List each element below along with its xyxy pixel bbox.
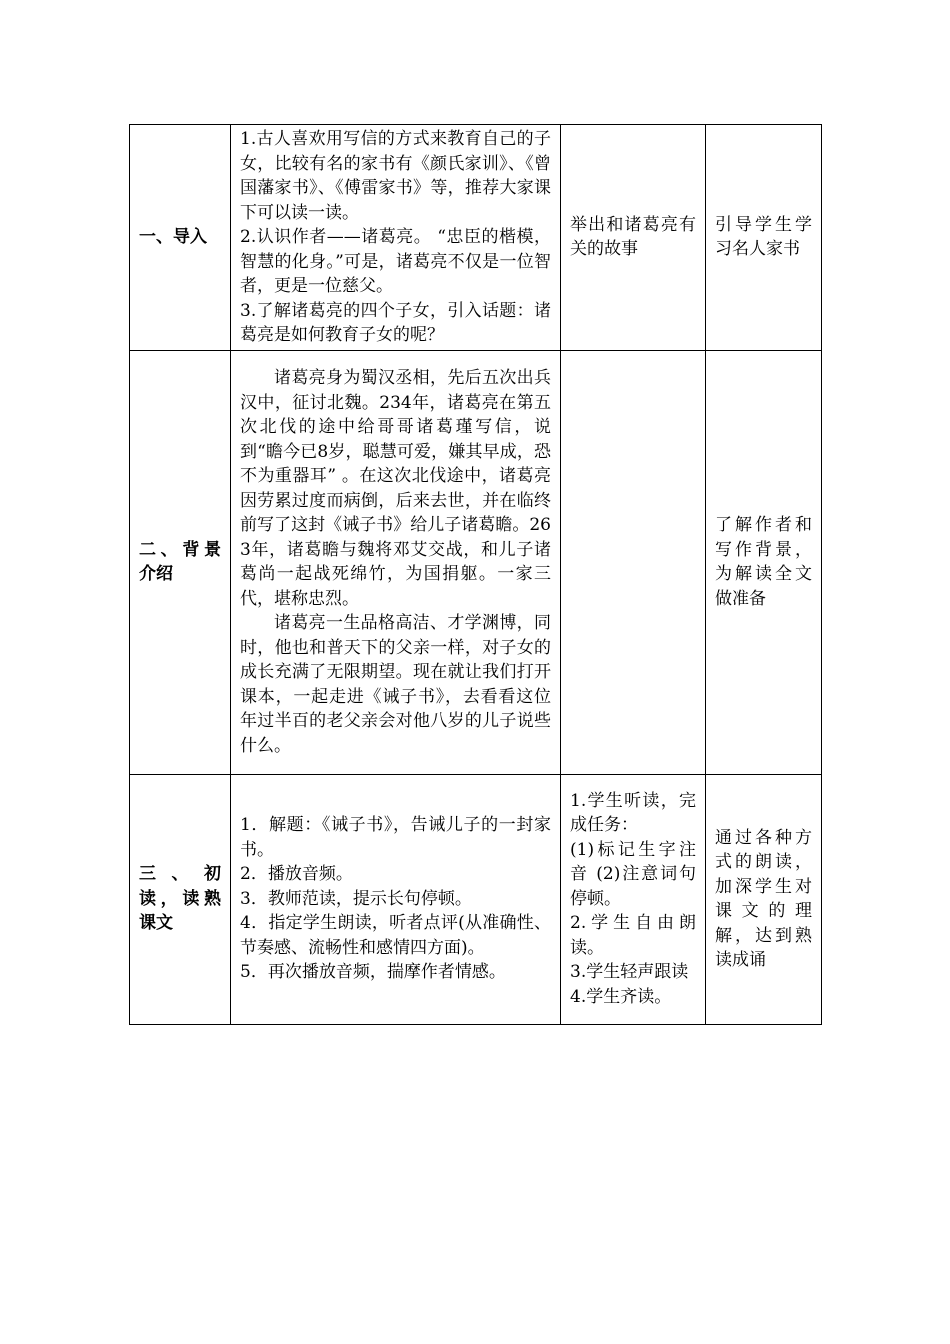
stage-cell: 二、背景介绍 [130, 350, 231, 774]
student-activity-cell [561, 350, 706, 774]
teacher-activity-paragraph: 1．解题：《诫子书》，告诫儿子的一封家书。 [240, 815, 551, 860]
student-activity-cell [561, 125, 706, 351]
student-activity-text: 举出和诸葛亮有关的故事 [570, 214, 696, 260]
student-activity-cell [561, 774, 706, 1024]
teacher-activity-paragraph: 2.认识作者——诸葛亮。 “忠臣的楷模，智慧的化身。”可是，诸葛亮不仅是一位智者，更是一位慈父。 [240, 227, 551, 296]
teacher-activity-paragraph: 诸葛亮一生品格高洁、才学渊博，同时，他也和普天下的父亲一样，对子女的成长充满了无限期望。现在就让我们打开课本，一起走进《诫子书》，去看看这位年过半百的老父亲会对他八岁的儿子说些什么。 [240, 613, 551, 756]
table-row [130, 350, 822, 774]
stage-cell: 一、导入 [130, 125, 231, 351]
stage-cell: 三、初读，读熟课文 [130, 774, 231, 1024]
student-activity-text: 3.学生轻声跟读 [570, 962, 689, 983]
table-row [130, 125, 822, 351]
student-activity-text: 2.学生自由朗读。 [570, 913, 696, 958]
lesson-plan-table [129, 124, 822, 1025]
design-intent-text: 引导学生学习名人家书 [715, 214, 812, 260]
teacher-activity-paragraph: 3．教师范读，提示长句停顿。 [240, 888, 472, 909]
teacher-activity-paragraph: 2．播放音频。 [240, 864, 353, 885]
student-activity-text: 4.学生齐读。 [570, 986, 672, 1007]
teacher-activity-paragraph: 诸葛亮身为蜀汉丞相，先后五次出兵汉中，征讨北魏。234年，诸葛亮在第五次北伐的途中给哥哥诸葛瑾写信，说到“瞻今已8岁，聪慧可爱，嫌其早成，恐不为重器耳” 。在这次北伐途中，诸葛亮因劳累过度而病倒，后来去世，并在临终前写了这封《诫子书》给儿子诸葛瞻。263年，诸葛瞻与魏将邓艾交战，和儿子诸葛尚一起战死绵竹，为国捐躯。一家三代，堪称忠烈。 [240, 368, 551, 609]
teacher-activity-paragraph: 4．指定学生朗读，听者点评(从准确性、节奏感、流畅性和感情四方面)。 [240, 913, 551, 958]
student-activity-text: (1)标记生字注音 (2)注意词句停顿。 [570, 839, 696, 909]
design-intent-text: 通过各种方式的朗读，加深学生对课文的理解，达到熟读成诵 [715, 827, 812, 970]
design-intent-cell [706, 125, 822, 351]
teacher-activity-paragraph: 3.了解诸葛亮的四个子女，引入话题：诸葛亮是如何教育子女的呢？ [240, 300, 551, 345]
design-intent-text: 了解作者和写作背景，为解读全文做准备 [715, 515, 812, 609]
design-intent-cell [706, 350, 822, 774]
teacher-activity-paragraph: 1.古人喜欢用写信的方式来教育自己的子女，比较有名的家书有《颜氏家训》、《曾国藩家书》、《傅雷家书》等，推荐大家课下可以读一读。 [240, 129, 551, 223]
teacher-activity-cell [231, 350, 561, 774]
teacher-activity-paragraph: 5．再次播放音频，揣摩作者情感。 [240, 962, 506, 983]
table-row [130, 774, 822, 1024]
student-activity-text: 1.学生听读，完成任务： [570, 790, 696, 836]
teacher-activity-cell [231, 125, 561, 351]
design-intent-cell [706, 774, 822, 1024]
teacher-activity-cell [231, 774, 561, 1024]
